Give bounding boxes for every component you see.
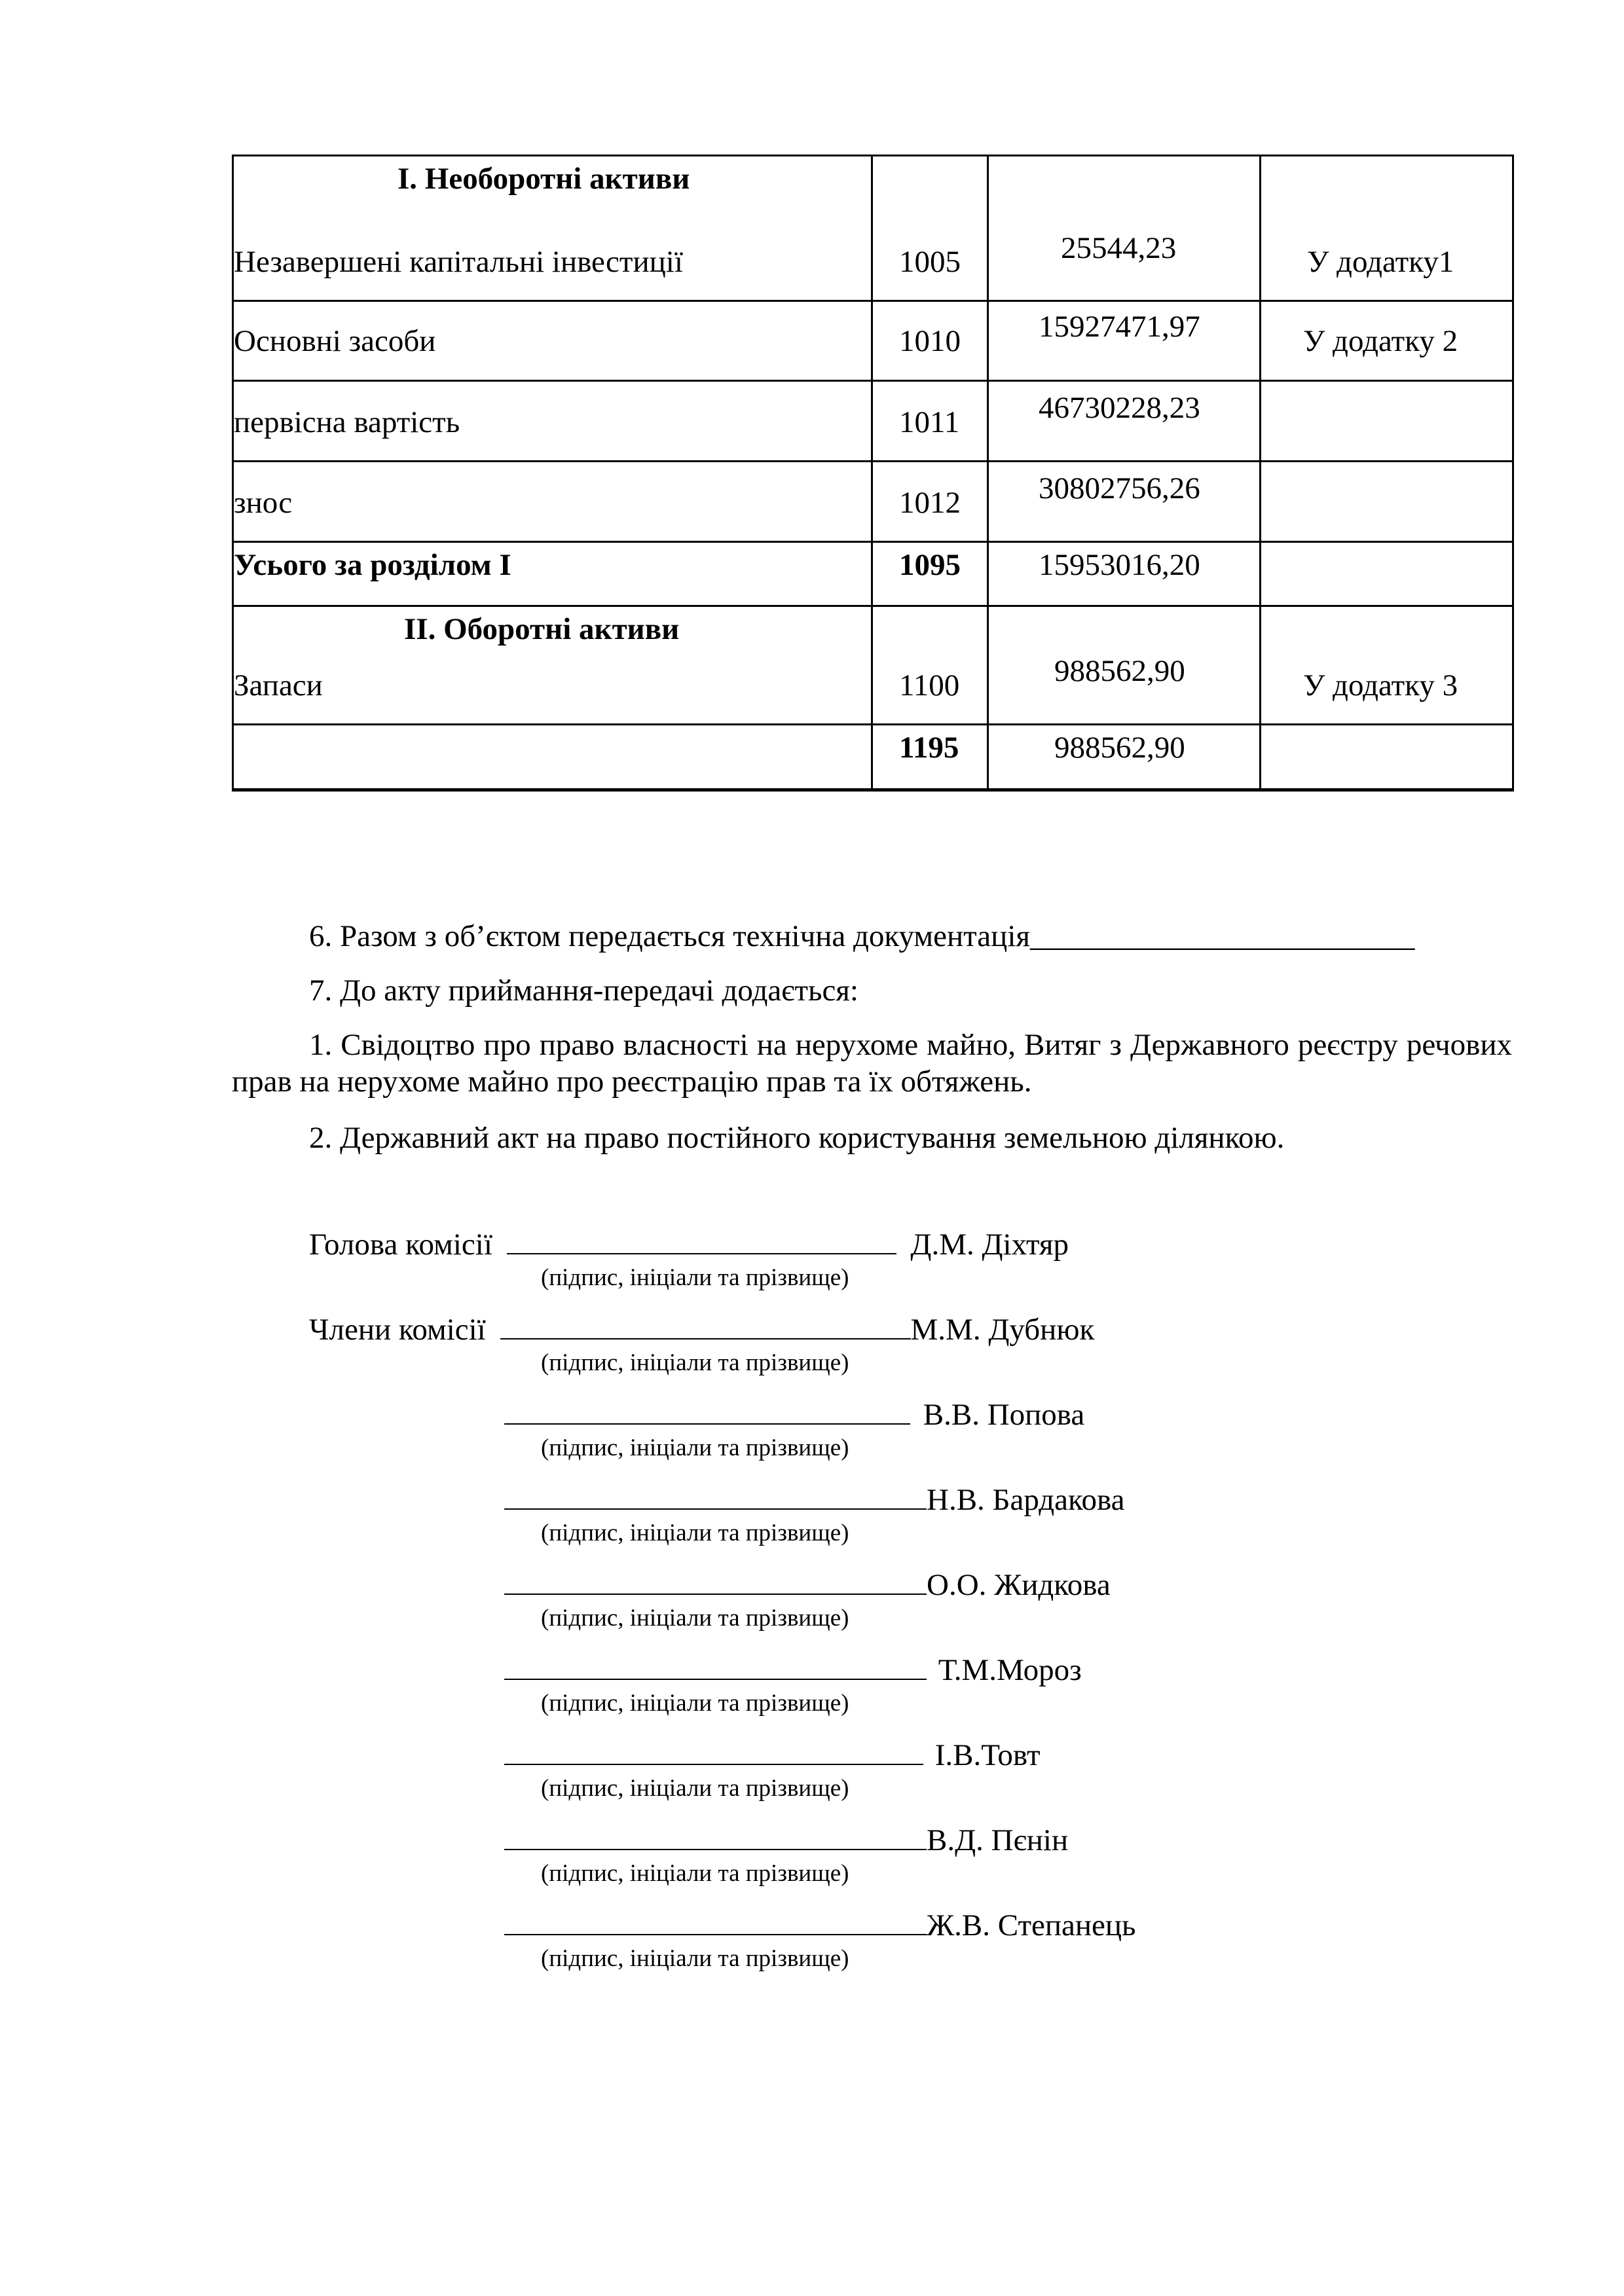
table-cell-note <box>1261 156 1513 301</box>
row-code: 1012 <box>899 486 961 520</box>
signature-caption: (підпис, ініціали та прізвище) <box>541 1349 849 1376</box>
signature-line <box>504 1485 927 1510</box>
signature-caption: (підпис, ініціали та прізвище) <box>541 1945 849 1972</box>
signature-line <box>507 1230 896 1254</box>
row-value: 988562,90 <box>1054 731 1185 765</box>
signature-line <box>504 1655 927 1680</box>
row-note: У додатку 2 <box>1303 324 1458 358</box>
signature-member <box>504 1738 1041 1773</box>
member-name: О.О. Жидкова <box>927 1568 1111 1602</box>
signature-member <box>504 1567 1111 1603</box>
chair-name: Д.М. Діхтяр <box>910 1228 1069 1262</box>
signature-line <box>504 1570 927 1595</box>
signature-member <box>504 1397 1084 1432</box>
signature-member <box>504 1823 1068 1858</box>
row-value: 15927471,97 <box>1039 310 1200 344</box>
signature-line <box>504 1825 927 1850</box>
table-row <box>233 542 1513 606</box>
signature-caption: (підпис, ініціали та прізвище) <box>541 1775 849 1802</box>
assets-table <box>232 155 1514 792</box>
row-note: У додатку1 <box>1307 245 1454 279</box>
member-name: Ж.В. Степанець <box>927 1908 1136 1942</box>
table-row <box>233 725 1513 790</box>
row-value: 15953016,20 <box>1039 548 1200 582</box>
signature-line <box>500 1315 911 1339</box>
row-code: 1100 <box>899 668 960 702</box>
members-label: Члени комісії <box>309 1313 486 1347</box>
row-code: 1011 <box>899 405 960 439</box>
signature-caption: (підпис, ініціали та прізвище) <box>541 1264 849 1291</box>
row-name: Усього за розділом І <box>234 548 511 582</box>
table-cell-value <box>988 156 1261 301</box>
paragraph-technical-docs: 6. Разом з об’єктом передається технічна документація_________________________ <box>309 919 1415 953</box>
paragraph-attachment-1: 1. Свідоцтво про право власності на нерухоме майно, Витяг з Державного реєстру речових прав на нерухоме майно про реєстрацію прав та їх обтяжень. <box>232 1028 1512 1099</box>
signature-member <box>504 1652 1082 1688</box>
row-value: 30802756,26 <box>1039 471 1200 505</box>
table-cell-name <box>233 156 872 301</box>
section-title: ІІ. Оборотні активи <box>404 612 680 646</box>
row-code: 1010 <box>899 324 961 358</box>
row-code: 1005 <box>899 245 961 279</box>
member-name: В.Д. Пєнін <box>927 1823 1069 1857</box>
section-title: І. Необоротні активи <box>397 162 690 196</box>
member-name: Т.М.Мороз <box>938 1653 1082 1687</box>
member-name: В.В. Попова <box>923 1398 1085 1432</box>
signature-caption: (підпис, ініціали та прізвище) <box>541 1520 849 1546</box>
row-note: У додатку 3 <box>1303 668 1458 702</box>
row-name: знос <box>234 486 293 520</box>
row-code: 1195 <box>899 731 959 765</box>
table-row <box>233 156 1513 301</box>
member-name: Н.В. Бардакова <box>927 1483 1125 1517</box>
table-row <box>233 301 1513 381</box>
chair-label: Голова комісії <box>309 1228 492 1262</box>
row-name: первісна вартість <box>234 405 460 439</box>
row-name: Незавершені капітальні інвестиції <box>234 245 683 279</box>
table-row <box>233 606 1513 725</box>
signature-caption: (підпис, ініціали та прізвище) <box>541 1434 849 1461</box>
row-code: 1095 <box>899 548 961 582</box>
signature-member <box>309 1312 1094 1347</box>
signature-member <box>504 1908 1135 1943</box>
row-value: 25544,23 <box>1061 231 1177 265</box>
table-row <box>233 381 1513 462</box>
signature-line <box>504 1740 923 1765</box>
signature-line <box>504 1910 927 1935</box>
paragraph-attachment-2: 2. Державний акт на право постійного користування земельною ділянкою. <box>309 1121 1285 1155</box>
signature-chair <box>309 1227 1069 1262</box>
signature-member <box>504 1482 1124 1518</box>
paragraph-attachments-heading: 7. До акту приймання-передачі додається: <box>309 974 858 1008</box>
row-value: 988562,90 <box>1054 654 1185 688</box>
table-cell-code <box>872 156 988 301</box>
row-value: 46730228,23 <box>1039 391 1200 425</box>
member-name: І.В.Товт <box>934 1738 1041 1772</box>
signature-line <box>504 1400 910 1425</box>
member-name: М.М. Дубнюк <box>910 1313 1095 1347</box>
signature-caption: (підпис, ініціали та прізвище) <box>541 1605 849 1631</box>
row-name: Основні засоби <box>234 324 436 358</box>
row-name: Запаси <box>234 668 323 702</box>
signature-caption: (підпис, ініціали та прізвище) <box>541 1860 849 1887</box>
signature-caption: (підпис, ініціали та прізвище) <box>541 1690 849 1717</box>
table-row <box>233 462 1513 542</box>
